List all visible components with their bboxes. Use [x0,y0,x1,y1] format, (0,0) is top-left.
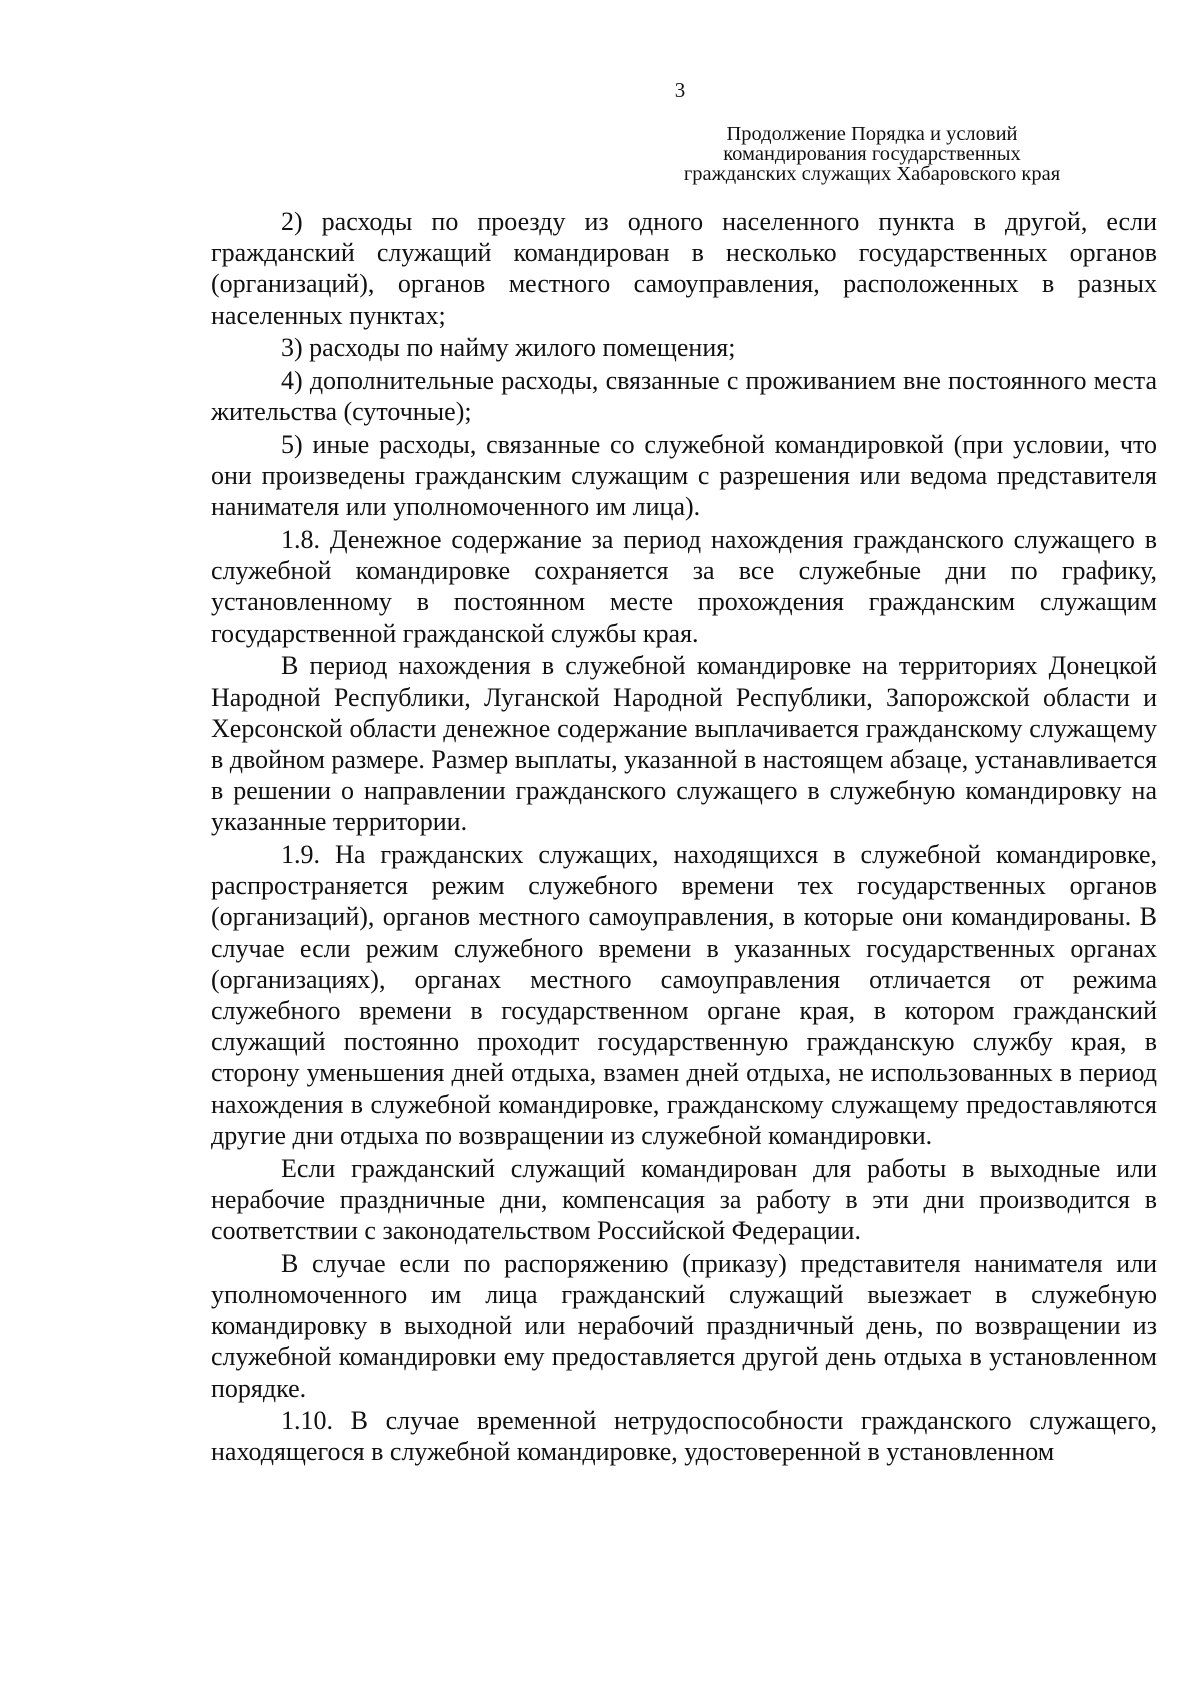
paragraph-expenses-travel: 2) расходы по проезду из одного населенного пункта в другой, если гражданский служащий командирован в несколько государственных органов (организаций), органов местного самоуправления, расположенных в разных населенных пунктах; [211,207,1157,330]
paragraph-expenses-per-diem: 4) дополнительные расходы, связанные с проживанием вне постоянного места жительства (суточные); [211,366,1157,427]
running-header-line-2: командирования государственных [723,143,1021,165]
paragraph-double-pay: В период нахождения в служебной командировке на территориях Донецкой Народной Республики, Луганской Народной Республики, Запорожской области и Херсонской области денежное содержание выплачивается гражданскому служащему в двойном размере. Размер выплаты, указанной в настоящем абзаце, устанавливается в решении о направлении гражданского служащего в служебную командировку на указанные территории. [211,651,1157,837]
running-header-line-1: Продолжение Порядка и условий [726,123,1018,145]
running-header [592,124,1152,184]
paragraph-1-10: 1.10. В случае временной нетрудоспособности гражданского служащего, находящегося в служебной командировке, удостоверенной в установленном [211,1406,1157,1467]
paragraph-1-8: 1.8. Денежное содержание за период нахождения гражданского служащего в служебной командировке сохраняется за все служебные дни по графику, установленному в постоянном месте прохождения гражданским служащим государственной гражданской службы края. [211,525,1157,648]
paragraph-day-off: В случае если по распоряжению (приказу) представителя нанимателя или уполномоченного им лица гражданский служащий выезжает в служебную командировку в выходной или нерабочий праздничный день, по возвращении из служебной командировки ему предоставляется другой день отдыха в установленном порядке. [211,1248,1157,1403]
paragraph-expenses-other: 5) иные расходы, связанные со служебной командировкой (при условии, что они произведены гражданским служащим с разрешения или ведома представителя нанимателя или уполномоченного им лица). [211,429,1157,522]
page-number: 3 [674,78,686,102]
paragraph-expenses-housing: 3) расходы по найму жилого помещения; [281,333,736,363]
document-body [211,206,1157,1468]
paragraph-weekend-compensation: Если гражданский служащий командирован для работы в выходные или нерабочие праздничные дни, компенсация за работу в эти дни производится в соответствии с законодательством Российской Федерации. [211,1153,1157,1245]
running-header-line-3: гражданских служащих Хабаровского края [683,163,1061,185]
paragraph-1-9: 1.9. На гражданских служащих, находящихся в служебной командировке, распространяется режим служебного времени тех государственных органов (организаций), органов местного самоуправления, в которые они командированы. В случае если режим служебного времени в указанных государственных органах (организациях), органах местного самоуправления отличается от режима служебного времени в государственном органе края, в котором гражданский служащий постоянно проходит государственную гражданскую службу края, в сторону уменьшения дней отдыха, взамен дней отдыха, не использованных в период нахождения в служебной командировке, гражданскому служащему предоставляются другие дни отдыха по возвращении из служебной командировки. [211,840,1157,1150]
